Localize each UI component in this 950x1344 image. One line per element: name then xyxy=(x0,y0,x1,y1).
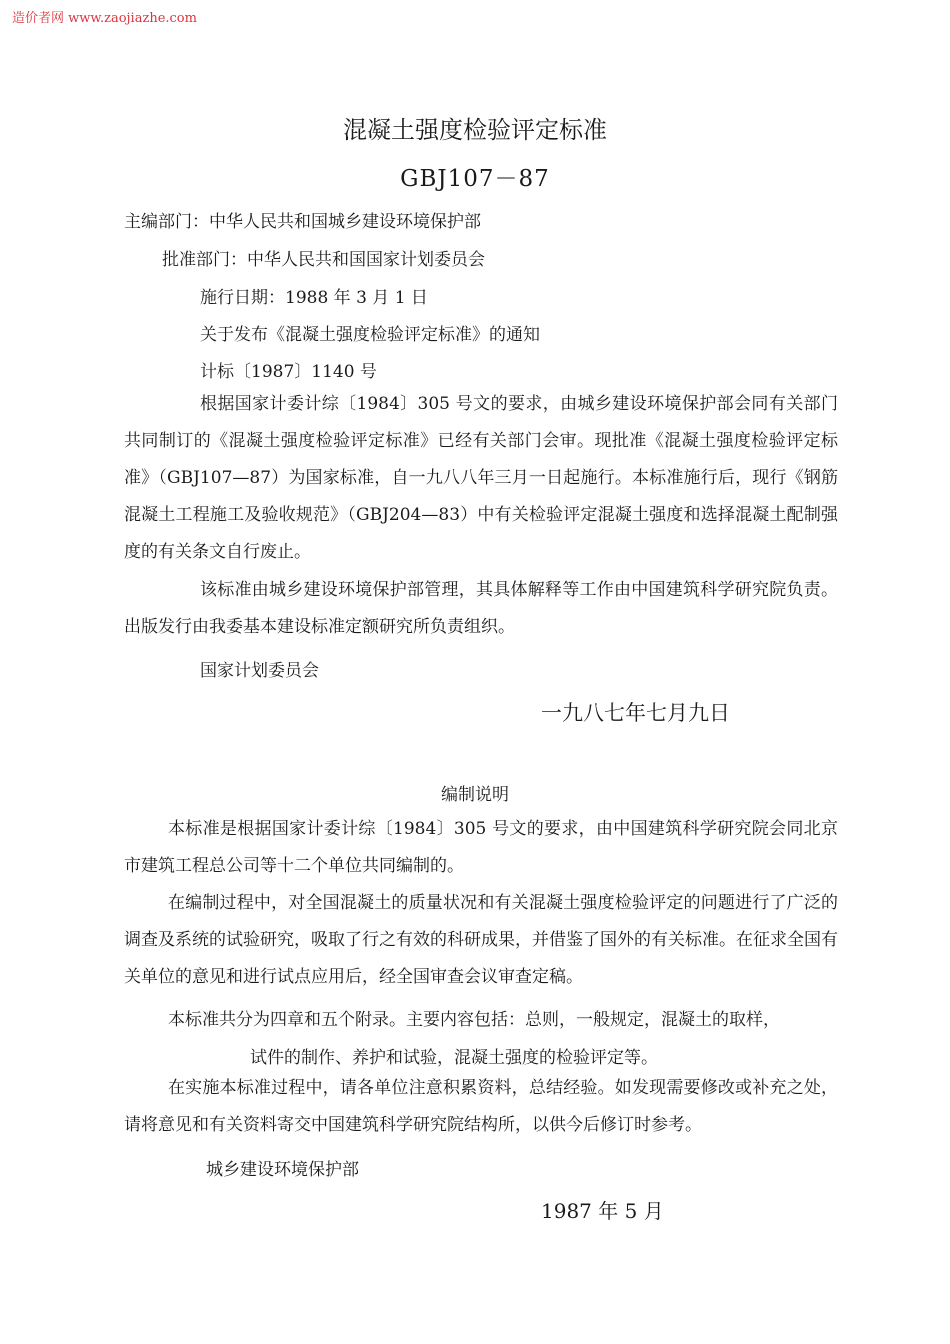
explanation-signatory: 城乡建设环境保护部 xyxy=(206,1160,359,1180)
notice-paragraph-2: 该标准由城乡建设环境保护部管理，其具体解释等工作由中国建筑科学研究院负责。出版发行由我委基本建设标准定额研究所负责组织。 xyxy=(124,580,838,637)
chief-editor-line: 主编部门：中华人民共和国城乡建设环境保护部 xyxy=(124,212,481,232)
explanation-date: 1987 年 5 月 xyxy=(541,1199,664,1223)
explanation-paragraph-4: 在实施本标准过程中，请各单位注意积累资料，总结经验。如发现需要修改或补充之处，请将意见和有关资料寄交中国建筑科学研究院结构所，以供今后修订时参考。 xyxy=(124,1078,838,1135)
notice-number: 计标〔1987〕1140 号 xyxy=(200,362,377,382)
notice-signatory: 国家计划委员会 xyxy=(200,661,319,681)
notice-date: 一九八七年七月九日 xyxy=(541,701,730,725)
notice-heading: 关于发布《混凝土强度检验评定标准》的通知 xyxy=(200,325,540,345)
document-title: 混凝土强度检验评定标准 xyxy=(343,116,607,144)
explanation-paragraph-3-cont: 试件的制作、养护和试验，混凝土强度的检验评定等。 xyxy=(250,1048,658,1068)
notice-paragraph-1: 根据国家计委计综〔1984〕305 号文的要求，由城乡建设环境保护部会同有关部门共同制订的《混凝土强度检验评定标准》已经有关部门会审。现批准《混凝土强度检验评定标准》（GBJ107—87）为国家标准，自一九八八年三月一日起施行。本标准施行后，现行《钢筋混凝土工程施工及验收规范》（GBJ204—83）中有关检验评定混凝土强度和选择混凝土配制强度的有关条文自行废止。 xyxy=(124,394,838,562)
site-watermark: 造价者网 www.zaojiazhe.com xyxy=(12,11,197,26)
explanation-paragraph-1: 本标准是根据国家计委计综〔1984〕305 号文的要求，由中国建筑科学研究院会同北京市建筑工程总公司等十二个单位共同编制的。 xyxy=(124,819,838,876)
standard-code: GBJ107－87 xyxy=(400,166,550,192)
approver-line: 批准部门：中华人民共和国国家计划委员会 xyxy=(162,250,485,270)
effective-date-line: 施行日期：1988 年 3 月 1 日 xyxy=(200,288,428,308)
explanation-paragraph-3: 本标准共分为四章和五个附录。主要内容包括：总则，一般规定，混凝土的取样， xyxy=(168,1010,780,1030)
explanation-paragraph-2: 在编制过程中，对全国混凝土的质量状况和有关混凝土强度检验评定的问题进行了广泛的调查及系统的试验研究，吸取了行之有效的科研成果，并借鉴了国外的有关标准。在征求全国有关单位的意见和进行试点应用后，经全国审查会议审查定稿。 xyxy=(124,893,838,987)
explanation-heading: 编制说明 xyxy=(441,785,509,805)
